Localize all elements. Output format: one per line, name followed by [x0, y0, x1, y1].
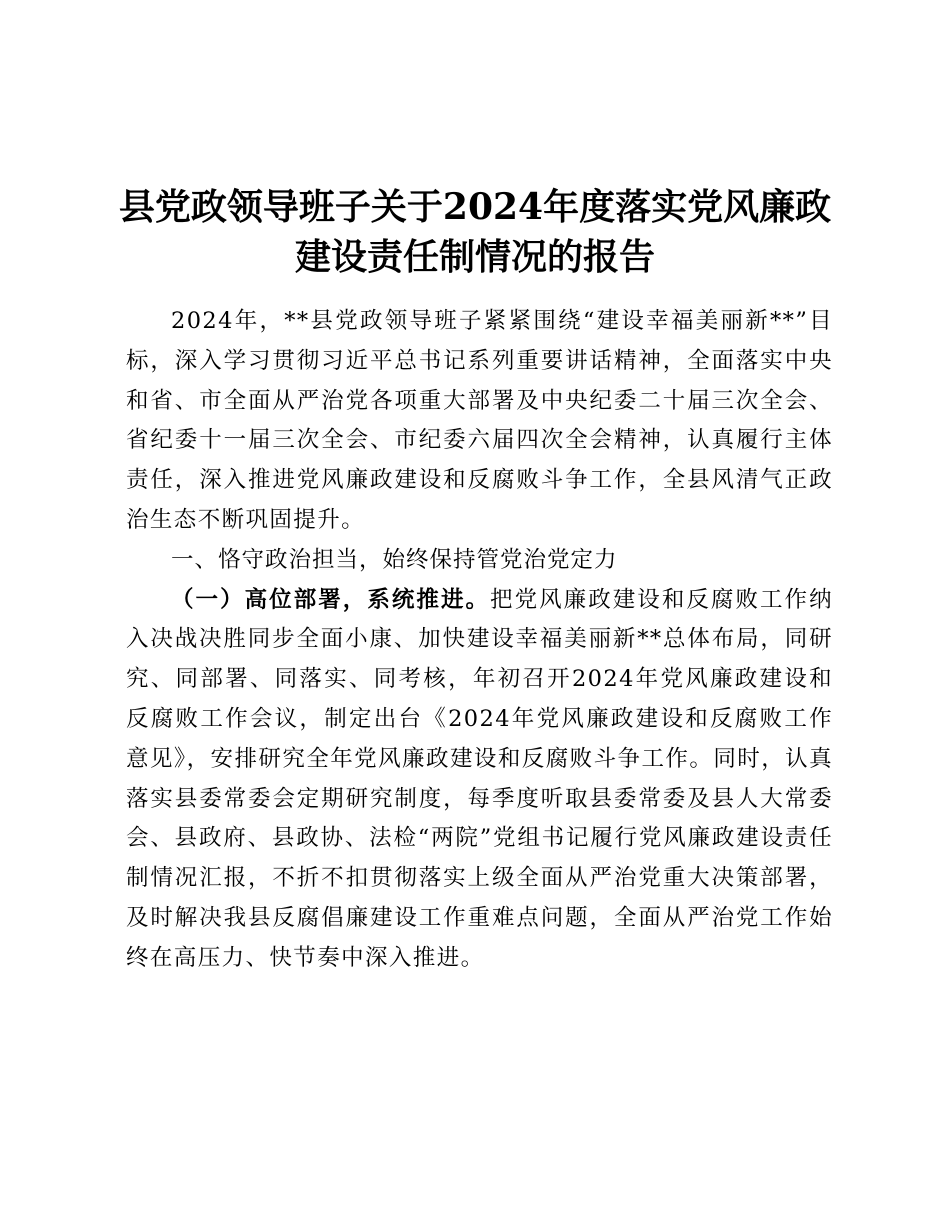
document-body [126, 302, 833, 979]
section-heading: 一、恪守政治担当，始终保持管党治党定力 [171, 546, 618, 573]
document-title: 县党政领导班子关于2024年度落实党风廉政建设责任制情况的报告 [118, 186, 832, 278]
intro-paragraph: 2024年，**县党政领导班子紧紧围绕“建设幸福美丽新**”目标，深入学习贯彻习近平总书记系列重要讲话精神，全面落实中央和省、市全面从严治党各项重大部署及中央纪委二十届三次全会、省纪委十一届三次全会、市纪委六届四次全会精神，认真履行主体责任，深入推进党风廉政建设和反腐败斗争工作，全县风清气正政治生态不断巩固提升。 [126, 308, 833, 533]
subsection-text: 把党风廉政建设和反腐败工作纳入决战决胜同步全面小康、加快建设幸福美丽新**总体布局，同研究、同部署、同落实、同考核，年初召开2024年党风廉政建设和反腐败工作会议，制定出台《2024年党风廉政建设和反腐败工作意见》，安排研究全年党风廉政建设和反腐败斗争工作。同时，认真落实县委常委会定期研究制度，每季度听取县委常委及县人大常委会、县政府、县政协、法检“两院”党组书记履行党风廉政建设责任制情况汇报，不折不扣贯彻落实上级全面从严治党重大决策部署，及时解决我县反腐倡廉建设工作重难点问题，全面从严治党工作始终在高压力、快节奏中深入推进。 [126, 586, 833, 971]
subsection-lead: （一）高位部署，系统推进。 [171, 586, 491, 613]
subsection-paragraph [126, 581, 833, 979]
